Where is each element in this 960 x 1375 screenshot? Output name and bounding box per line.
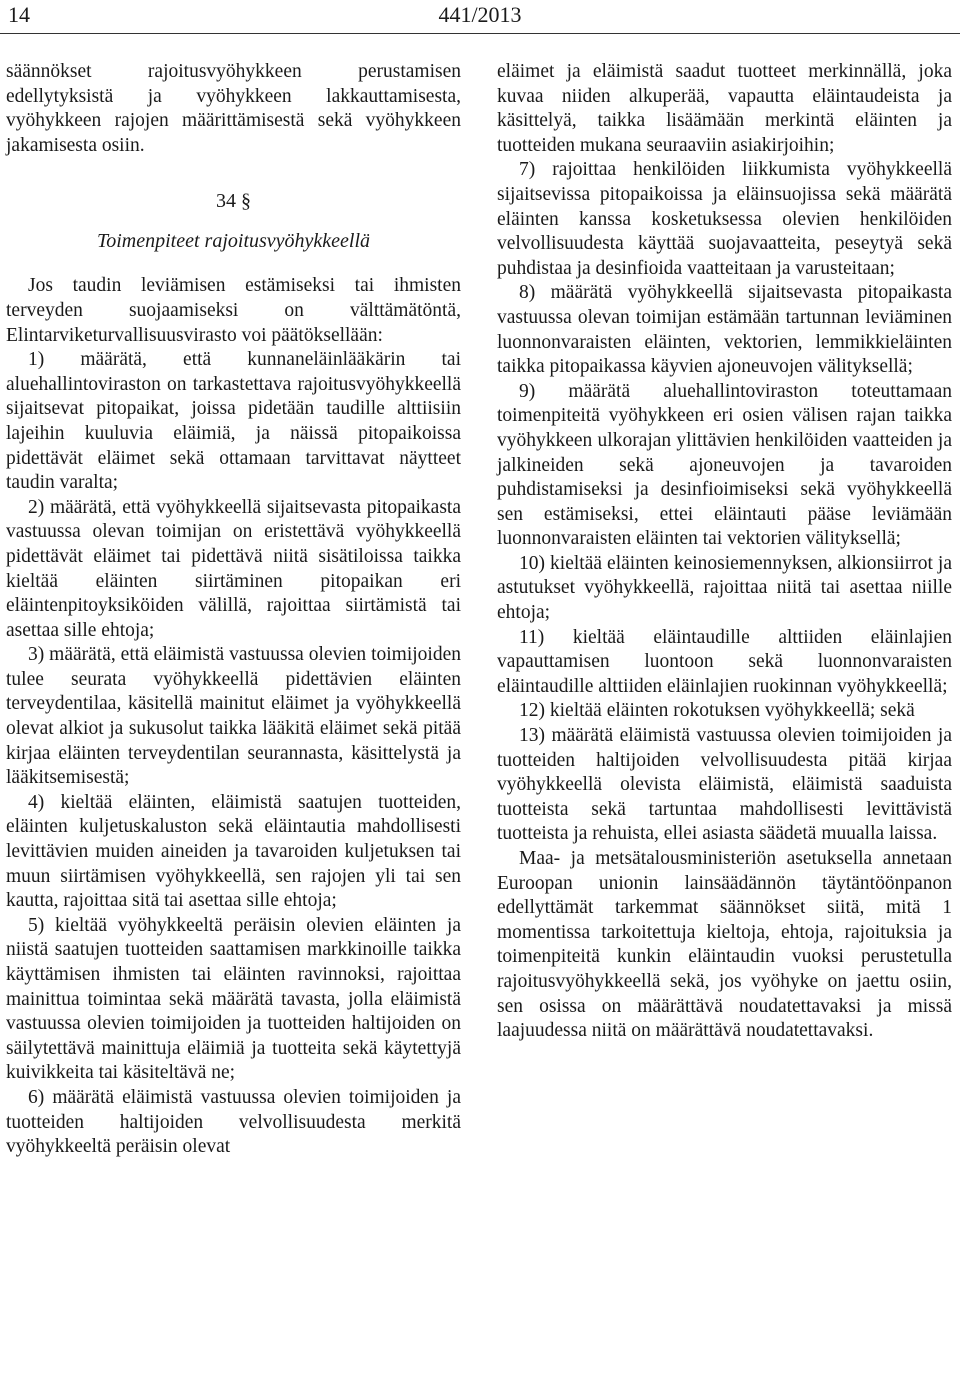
list-item-11: 11) kieltää eläintaudille alttiiden eläinlajien vapauttamisen luontoon sekä luonnonvaraisten eläintaudille alttiiden eläinlajien ruokinnan vyöhykkeellä;	[497, 626, 952, 697]
list-item-10: 10) kieltää eläinten keinosiemennyksen, alkionsiirrot ja astutukset vyöhykkeellä, rajoittaa niitä tai asettaa niille ehtoja;	[497, 552, 952, 624]
list-item-13: 13) määrätä eläimistä vastuussa olevien toimijoiden ja tuotteiden haltijoiden velvollisuudesta pitää kirjaa vyöhykkeellä olevista eläimistä, eläimistä saaduista tuotteista sekä tartuntaa mahdollisesti levittävistä tuotteista ja rehuista, ellei asiasta säädetä muualla laissa.	[497, 725, 952, 845]
list-item-2: 2) määrätä, että vyöhykkeellä sijaitsevasta pitopaikasta vastuussa olevan toimijan on eristettävä vyöhykkeellä pidettävät eläimet tai pidettävä niitä sisätiloissa taikka kieltää eläinten siirtäminen pitopaikan eri eläintenpitoyksiköiden välillä, rajoittaa siirtämistä tai asettaa sille ehtoja;	[6, 496, 461, 641]
list-item-7: 7) rajoittaa henkilöiden liikkumista vyöhykkeellä sijaitsevissa pitopaikoissa ja eläinsuojissa sekä määrätä eläinten kanssa kosketuksessa olevien henkilöiden velvollisuudesta käyttää suojavaatteita, peseytyä sekä puhdistaa ja desinfioida vaatteitaan ja varusteitaan;	[497, 159, 952, 279]
list-item-9: 9) määrätä aluehallintoviraston toteuttamaan toimenpiteitä vyöhykkeen eri osien välisen rajan taikka vyöhykkeen ulkorajan ylittävien henkilöiden vaatteiden ja jalkineiden sekä ajoneuvojen ja tavaroiden puhdistamiseksi ja desinfioimiseksi sekä vyöhykkeellä sen estämiseksi, ettei eläintauti pääse leviämään luonnonvaraisten eläinten tai vektorien välityksellä;	[497, 380, 952, 550]
page-number: 14	[8, 2, 30, 27]
list-item-6-continued: eläimet ja eläimistä saadut tuotteet merkinnällä, joka kuvaa niiden alkuperää, vapautta eläintaudeista ja käsittelyä, taikka lisäämään merkintä eläinten ja tuotteiden mukana seuraaviin asiakirjoihin;	[497, 61, 952, 156]
list-item-5: 5) kieltää vyöhykkeeltä peräisin olevien eläinten ja niistä saatujen tuotteiden saattamisen markkinoille taikka käyttämisen ihmisten tai eläinten ravinnoksi, rajoittaa mainittua toimintaa sekä määrätä tavasta, jolla eläimistä vastuussa olevien toimijoiden ja tuotteiden haltijoiden on säilytettävä mainittuja eläimiä ja tuotteita sekä käytettyjä kuivikkeita tai käsiteltävä ne;	[6, 914, 461, 1084]
document-number: 441/2013	[438, 2, 522, 27]
intro-paragraph: säännökset rajoitusvyöhykkeen perustamisen edellytyksistä ja vyöhykkeen lakkauttamisesta, vyöhykkeen rajojen määrittämisestä sekä vyöhykkeen jakamisesta osiin.	[6, 61, 461, 156]
closing-paragraph: Maa- ja metsätalousministeriön asetuksella annetaan Euroopan unionin lainsäädännön täytäntöönpanon edellyttämät tarkemmat säännökset siitä, mitä 1 momentissa tarkoitettuja kieltoja, ehtoja, rajoituksia ja toimenpiteitä kunkin eläintaudin vuoksi perustetulla rajoitusvyöhykkeellä sekä, jos vyöhyke on jaettu osiin, sen osissa on määrättävä noudatettavaksi ja missä laajuudessa niitä on määrättävä noudatettavaksi.	[497, 848, 952, 1042]
left-column	[6, 60, 461, 1160]
list-item-4: 4) kieltää eläinten, eläimistä saatujen tuotteiden, eläinten kuljetuskaluston sekä eläintautia mahdollisesti levittävien muiden aineiden ja tavaroiden kuljetuksen tai muun siirtämisen vyöhykkeellä, sen rajojen yli tai sen kautta, rajoittaa sitä tai asettaa sille ehtoja;	[6, 791, 461, 912]
right-column	[497, 60, 952, 1044]
list-item-3: 3) määrätä, että eläimistä vastuussa olevien toimijoiden tulee seurata vyöhykkeellä pidettävien eläinten terveydentilaa, käsitellä mainitut eläimet ja vyöhykkeellä olevat alkiot ja sukusolut taikka lääkitä eläimet sekä pitää kirjaa eläinten terveydentilan seurannasta, käsittelystä ja lääkitsemisestä;	[6, 644, 461, 789]
list-item-8: 8) määrätä vyöhykkeellä sijaitsevasta pitopaikasta vastuussa olevan toimijan estämään tartunnan leviäminen luonnonvaraisten eläinten, vektorien, lemmikkieläinten taikka pitopaikassa käyvien ajoneuvojen välityksellä;	[497, 282, 952, 378]
list-item-12: 12) kieltää eläinten rokotuksen vyöhykkeellä; sekä	[519, 700, 915, 722]
list-item-1: 1) määrätä, että kunnaneläinlääkärin tai aluehallintoviraston on tarkastettava rajoitusvyöhykkeellä sijaitsevat pitopaikat, joissa pidetään taudille alttiisiin lajeihin kuuluvia eläimiä, ja näissä pitopaikoissa pidettävät eläimet sekä ottamaan tarvittavat näytteet taudin varalta;	[6, 349, 461, 494]
section-title: Toimenpiteet rajoitusvyöhykkeellä	[96, 230, 371, 253]
header-rule	[0, 33, 960, 34]
paragraph: Jos taudin leviämisen estämiseksi tai ihmisten terveyden suojaamiseksi on välttämätöntä, Elintarviketurvallisuusvirasto voi päätöksellään:	[6, 275, 461, 346]
section-number: 34 §	[216, 190, 251, 213]
list-item-6: 6) määrätä eläimistä vastuussa olevien toimijoiden ja tuotteiden haltijoiden velvollisuudesta merkitä vyöhykkeeltä peräisin olevat	[6, 1086, 461, 1158]
